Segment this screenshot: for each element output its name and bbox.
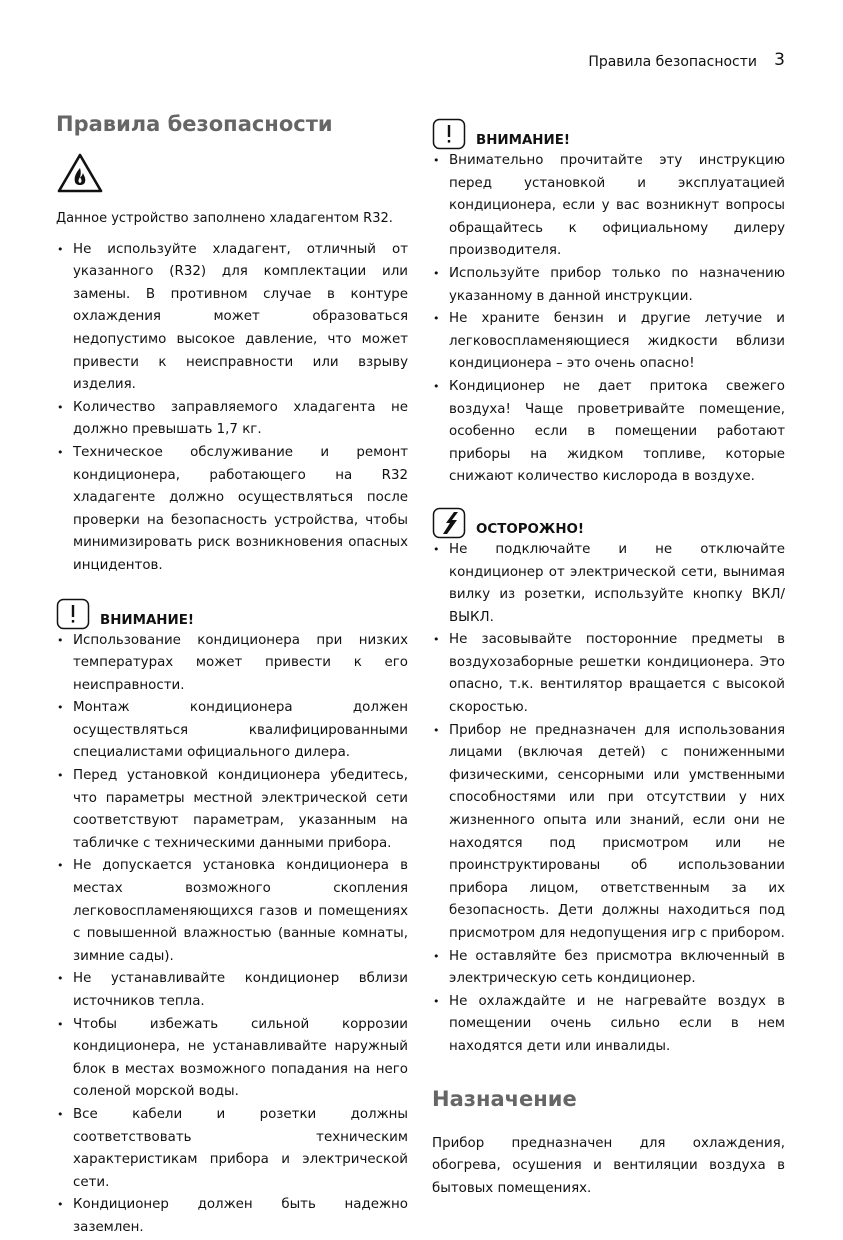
list-item: • Не допускается установка кондиционера в местах возможного скопления легковоспламеняющихся газов и помещениях с повышенной влажностью (ванные комнаты, зимние сады). (56, 855, 408, 968)
list-item: • Не охлаждайте и не нагревайте воздух в помещении очень сильно если в нем находятся дети или инвалиды. (432, 991, 785, 1059)
list-item: • Не храните бензин и другие летучие и легковоспламеняющиеся жидкости вблизи кондиционера – это очень опасно! (432, 308, 785, 376)
caution-heading (432, 507, 785, 539)
page-number: 3 (774, 50, 785, 70)
refrigerant-list (56, 239, 408, 578)
exclamation-icon (432, 118, 466, 150)
list-item: • Не используйте хладагент, отличный от указанного (R32) для комплектации или замены. В противном случае в контуре охлаждения может образоваться недопустимо высокое давление, что может привести к неисправности или взрыву изделия. (56, 239, 408, 397)
list-item: • Использование кондиционера при низких температурах может привести к его неисправности. (56, 630, 408, 698)
list-item: • Внимательно прочитайте эту инструкцию перед установкой и эксплуатацией кондиционера, если у вас возникнут вопросы обращайтесь к официальному дилеру производителя. (432, 150, 785, 263)
warning-heading (432, 118, 785, 150)
list-item: • Кондиционер не дает притока свежего воздуха! Чаще проветривайте помещение, особенно если в помещении работают приборы на жидком топливе, которые снижают количество кислорода в воздухе. (432, 376, 785, 489)
list-item: • Чтобы избежать сильной коррозии кондиционера, не устанавливайте наружный блок в местах возможного попадания на него соленой морской воды. (56, 1014, 408, 1104)
flammable-warning-icon (56, 152, 104, 194)
list-item: • Кондиционер должен быть надежно заземлен. (56, 1194, 408, 1239)
warning-heading (56, 598, 408, 630)
list-item: • Не оставляйте без присмотра включенный в электрическую сеть кондиционер. (432, 946, 785, 991)
list-item: • Все кабели и розетки должны соответствовать техническим характеристикам прибора и электрической сети. (56, 1104, 408, 1194)
warning-title: ВНИМАНИЕ! (100, 612, 194, 628)
list-item: • Перед установкой кондиционера убедитесь, что параметры местной электрической сети соответствуют параметрам, указанным на табличке с техническими данными прибора. (56, 765, 408, 855)
warning-list (432, 150, 785, 489)
list-item: • Прибор не предназначен для использования лицами (включая детей) с пониженными физическими, сенсорными или умственными способностями или при отсутствии у них жизненного опыта или знаний, если они не находятся под присмотром или не проинструктированы об использовании прибора лицом, ответственным за их безопасность. Дети должны находиться под присмотром для недопущения игр с прибором. (432, 720, 785, 946)
list-item: • Не устанавливайте кондиционер вблизи источников тепла. (56, 968, 408, 1013)
list-item: • Монтаж кондиционера должен осуществляться квалифицированными специалистами официального дилера. (56, 697, 408, 765)
left-column (56, 110, 408, 1240)
section-title-purpose: Назначение (432, 1086, 577, 1111)
warning-list (56, 630, 408, 1240)
header-title: Правила безопасности (588, 54, 757, 70)
list-item: • Не подключайте и не отключайте кондиционер от электрической сети, вынимая вилку из розетки, используйте кнопку ВКЛ/ВЫКЛ. (432, 539, 785, 629)
list-item: • Используйте прибор только по назначению указанному в данной инструкции. (432, 263, 785, 308)
intro-text: Данное устройство заполнено хладагентом R32. (56, 211, 393, 226)
electric-shock-icon (432, 507, 466, 539)
caution-list (432, 539, 785, 1059)
right-column (432, 118, 785, 1214)
list-item: • Количество заправляемого хладагента не должно превышать 1,7 кг. (56, 397, 408, 442)
purpose-text: Прибор предназначен для охлаждения, обогрева, осушения и вентиляции воздуха в бытовых помещениях. (432, 1135, 785, 1196)
list-item: • Техническое обслуживание и ремонт кондиционера, работающего на R32 хладагенте должно осуществляться после проверки на безопасность устройства, чтобы минимизировать риск возникновения опасных инцидентов. (56, 442, 408, 578)
exclamation-icon (56, 598, 90, 630)
list-item: • Не засовывайте посторонние предметы в воздухозаборные решетки кондиционера. Это опасно, т.к. вентилятор вращается с высокой скоростью. (432, 629, 785, 719)
caution-title: ОСТОРОЖНО! (476, 521, 585, 537)
section-title-safety: Правила безопасности (56, 112, 333, 136)
warning-title: ВНИМАНИЕ! (476, 133, 570, 148)
